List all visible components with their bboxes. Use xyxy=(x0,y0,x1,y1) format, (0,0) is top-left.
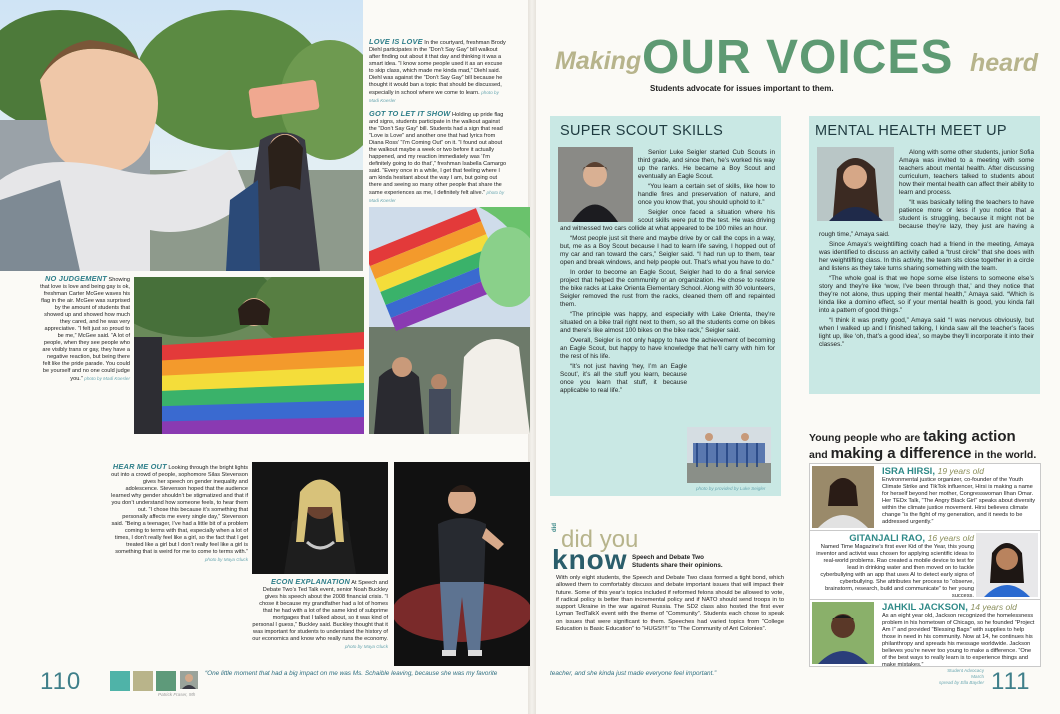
photo-speaker-stevenson xyxy=(252,462,388,574)
did-you-label: did you xyxy=(561,526,639,553)
did-you-know-section xyxy=(552,523,787,670)
did-you-know-tagline: Speech and Debate Two Students share their opinions. xyxy=(632,554,723,569)
spread-title xyxy=(555,31,1045,84)
profile-jahkil-jackson: JAHKIL JACKSON, 14 years old As an eight year old, Jackson recognized the homelessness problem in his hometown of Chicago, so he founded “Project Am I” and provided “Blessing Bags” with supplies to help those in need in his community. Now at 14, he continues his philanthropy and spreads his message worldwide. Jackson believes you’re never too young to make a difference. “One of the best ways to really learn is to experience things and make mistakes.” xyxy=(809,599,1041,667)
color-swatch-2 xyxy=(133,671,153,691)
pull-quote-right: teacher, and she kinda just made everyone feel important.” xyxy=(550,670,717,677)
did-you-know-little: did xyxy=(552,523,558,532)
photo-isra-hirsi xyxy=(812,466,874,528)
color-swatch-1 xyxy=(110,671,130,691)
page-number-left: 110 xyxy=(40,668,82,695)
super-scout-box xyxy=(550,116,781,496)
know-label: know xyxy=(552,544,628,575)
did-you-know-text: With only eight students, the Speech and Debate Two class formed a tight bond, which allowed them to comfortably discuss and debate important issues that will impact their future. Some of this year’s topics included if reformed felons should be allowed to vote, if radical policy is better than incremental policy and if NATO should send troops in to support Ukraine in the war against Russia. The SD2 class also hosted the first ever Lyman TedTalkX event with the theme of “Community”. Students each chose to speak on issues that were significant to them. Speeches had varied topics from “College Education is Basic Education” to “HUGS!!!!” to “The Community of Ant Colonies”. xyxy=(556,575,784,633)
profile-gitanjali-rao: GITANJALI RAO, 16 years old Named Time Magazine’s first ever Kid of the Year, this young inventor and activist was chosen for applying scientific ideas to real-world problems. Rao created a mobile device to test for lead in drinking water and then moved on to tackle cyberbullying with an app that uses AI to detect early signs of cyberbullying. She attributes her process to “observe, brainstorm, research, build and communicate” to her young success. xyxy=(809,530,1041,600)
mental-health-box xyxy=(809,116,1040,394)
profile-isra-hirsi: ISRA HIRSI, 19 years old Environmental justice organizer, co-founder of the Youth Climate Strike and TikTok influencer, Hirsi is making a name for herself beyond her mother, Congresswoman Ilhan Omar. Her TEDx Talk, “The Angry Black Girl” speaks about diversity within the climate justice movement. Hirsi believes climate change “is the fight of my generation, and it needs to be addressed urgently.” xyxy=(809,463,1041,531)
student-headshot-footer xyxy=(180,671,198,689)
super-scout-heading: SUPER SCOUT SKILLS xyxy=(560,123,724,139)
photo-walkout-signs xyxy=(0,0,363,271)
mental-health-heading: MENTAL HEALTH MEET UP xyxy=(815,123,1007,139)
pull-quote-left: “One little moment that had a big impact on me was Ms. Schaible leaving, because she was my favorite xyxy=(205,670,498,677)
title-making: Making xyxy=(555,47,642,75)
photo-jahkil-jackson xyxy=(812,602,874,664)
photo-speaker-buckley xyxy=(394,462,530,666)
caption-got-to-let-it-show: GOT TO LET IT SHOW Holding up pride flag and signs, students participate in the walkout against the “Don’t Say Gay” bill. Students had a sign that read “Love is Love” and another one that had lyrics from Diana Ross’ “I’m Coming Out” on it. “I found out about the walkout maybe a week or two before it actually happened, and my reaction immediately was ‘I’m definitely going to do that’,” freshman Isabella Camargo said. “Every once in a while, I get that feeling where I am kinda hesitant about the way I am, but going out there and seeing so many other people that share the same experiences as me, I definitely felt alive.” photo by Madi Koesler xyxy=(369,109,507,203)
bike-rack-photo-credit: photo by provided by Luke Seigler xyxy=(696,486,766,491)
page-number-right: 111 xyxy=(991,668,1031,695)
caption-love-is-love: LOVE IS LOVE In the courtyard, freshman Brody Diehl participates in the “Don’t Say Gay” bill walkout after finding out about it that day and thinking it was a smart idea. “I know some people used it as an excuse to skip class, which made me kinda mad,” Diehl said. Diehl was against the “Don’t Say Gay” bill because he thought it would ban a topic that should be discussed, especially in school where we come to learn. photo by Madi Koesler xyxy=(369,37,506,103)
photo-bike-racks xyxy=(687,427,771,483)
footer-credit: Patrick Fraser, 9th xyxy=(158,692,196,697)
footer-section-info: Student Advocacy March spread by Ella Bayder xyxy=(939,668,984,685)
title-heard: heard xyxy=(970,49,1039,77)
photo-pride-flag-raised xyxy=(369,207,530,434)
super-scout-body: Senior Luke Seigler started Cub Scouts in third grade, and since then, he’s worked his way up the ranks. He became a Boy Scout and eventually an Eagle Scout. “You learn a certain set of skills, like how to handle fires and preservation of nature, and once you know that, you should uphold to it.” Seigler once faced a situation where his scout skills were put to the test. He was driving and witnessed two cars collide at what appeared to be 100 miles an hour. “Most people just sit there and maybe drive by or call the cops in a way, but, me as a Boy Scout because I had to learn life saving, I hopped out of my car and ran toward the cars,” Seigler said. “I had run up to them, tear open and break windows, and help people out. That’s what you have to do.” In order to become an Eagle Scout, Seigler had to do a final service project that helped the community or an organization. He chose to restore the bike racks at Lake Orienta Elementary School. Along with 30 volunteers, Seigler removed the rust from the racks, cleaned them off and repainted them. “The principle was happy, and especially with Lake Orienta, they’re situated on a bike trail right next to them, so all the students come on bikes and there’s like almost 100 bikes on the bike rack,” Seigler said. Overall, Seigler is not only happy to have the achievement of becoming an Eagle Scout, but happy to have knowledge that he’ll carry with him for the rest of his life. “It’s not just having ‘hey, I’m an Eagle Scout’, it’s all the stuff you learn, because once you learn that stuff, it because applicable to real life.” xyxy=(560,149,775,394)
caption-econ-explanation: ECON EXPLANATION At Speech and Debate Two’s Ted Talk event, senior Noah Buckley gives his speech about the 2008 financial crisis. “I chose it because my grandfather had a lot of homes that he had with a lot of the same kind of subprime mortgages that I talked about, so it was kind of personal I guess,” Buckley said. Buckley thought that it was important for students to understand the history of our economics and know who really runs the economy. photo by Maya Gluck xyxy=(252,577,388,649)
photo-gitanjali-rao xyxy=(976,533,1038,597)
caption-no-judgement: NO JUDGEMENT Showing that love is love and being gay is ok, freshman Carter McGee waves his flag in the air. McGee was surprised by the amount of students that showed up and showed how much they cared, and he was very appreciative. “I felt just so proud to be me,” McGee said. “A lot of people, when they see people who are visibly trans or gay, they have a negative reaction, but being there felt like the pride parade. You could be yourself and no one could judge you.” photo by Madi Koesler xyxy=(40,274,130,382)
title-our-voices: OUR VOICES xyxy=(642,31,954,84)
caption-hear-me-out: HEAR ME OUT Looking through the bright lights out into a crowd of people, sophomore Silas Stevenson gives her speech on gender inequality and adolescence. Stevenson hoped that the audience learned why gender shouldn’t be stigmatized and that if you don’t understand how someone feels, to hear them out. “I chose this because it’s something that personally affects me every single day,” Stevenson said. “Being a teenager, I’ve had a little bit of a problem coming to terms with that, especially when a lot of times, I don’t really feel like a girl, so the fact that I get treated like a girl but I don’t really feel like a girl is something that is weird for me to come to terms with.” photo by Maya Gluck xyxy=(111,462,248,562)
color-swatch-3 xyxy=(156,671,176,691)
mental-health-body: Along with some other students, junior Sofia Amaya was invited to a meeting with some teachers about mental health. After discussing curriculum, teachers talked to students about how their mental health can affect their ability to learn and process. “It was basically telling the teachers to have patience more or less if you notice that a student is struggling, because it might not be because they’re lazy, they just are having a rough time,” Amaya said. Since Amaya’s weightlifting coach had a friend in the meeting, Amaya was identified to discuss an activity called a “trust circle” that she does with her weightlifting class. In this activity, the team sits close together in a circle and listens as they take turns sharing something with the team. “The whole goal is that we hope some else listens to someone else’s story and they’re like ‘wow, I’ve been through that,’ and they notice that they’re not alone, thus upping their mental health,” Amaya said. “Which is kinda like a domino effect, so if your mental health is good, you kinda fall into a pattern of good things.” “I think it was pretty good,” Amaya said “I was nervous obviously, but when I walked up and I finished talking, I kinda saw all the teacher’s faces light up, like ‘oh, that’s a good idea’, so maybe they’ll incorporate it into their classes.” xyxy=(819,149,1034,348)
photo-pride-flag-held xyxy=(134,277,364,434)
spread-subtitle: Students advocate for issues important to them. xyxy=(650,84,834,93)
young-people-header: Young people who are taking action and making a difference in the world. xyxy=(809,428,1037,462)
